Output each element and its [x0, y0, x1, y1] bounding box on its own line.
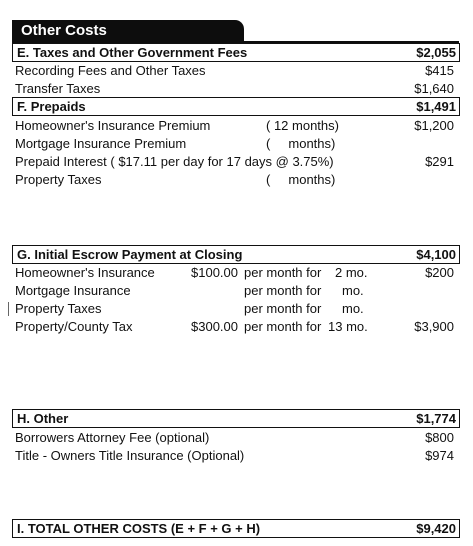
- section-g-header: [12, 245, 460, 264]
- line-item-amount: $974: [425, 448, 454, 463]
- escrow-row: [12, 300, 459, 317]
- escrow-per: per month for: [244, 301, 322, 316]
- line-item-label: Transfer Taxes: [15, 81, 101, 96]
- section-i-title: I. TOTAL OTHER COSTS (E + F + G + H): [17, 521, 261, 536]
- line-item: [12, 171, 459, 188]
- line-item-label: Borrowers Attorney Fee (optional): [15, 430, 210, 445]
- line-item: [12, 80, 459, 97]
- escrow-label: Homeowner's Insurance: [15, 265, 155, 280]
- escrow-per: per month for: [244, 283, 322, 298]
- escrow-row: [12, 282, 459, 299]
- escrow-label: Property Taxes: [15, 301, 102, 316]
- section-i-amount: $9,420: [416, 521, 456, 536]
- escrow-amount: $3,900: [414, 319, 454, 334]
- line-item-detail: ( months): [266, 172, 336, 187]
- escrow-rate: $300.00: [191, 319, 238, 334]
- escrow-months: mo.: [342, 283, 364, 298]
- escrow-months: 13 mo.: [328, 319, 368, 334]
- line-item-amount: $415: [425, 63, 454, 78]
- escrow-months: mo.: [342, 301, 364, 316]
- line-item-label: Title - Owners Title Insurance (Optional): [15, 448, 245, 463]
- section-h-amount: $1,774: [416, 411, 456, 426]
- escrow-months: 2 mo.: [335, 265, 368, 280]
- text-cursor: [8, 302, 9, 316]
- section-e-header: [12, 43, 460, 62]
- line-item-label: Mortgage Insurance Premium: [15, 136, 187, 151]
- section-i-header: [12, 519, 460, 538]
- line-item: [12, 429, 459, 446]
- line-item: [12, 153, 459, 170]
- escrow-per: per month for: [244, 265, 322, 280]
- line-item-amount: $1,640: [414, 81, 454, 96]
- page-title: Other Costs: [12, 20, 244, 42]
- section-g-amount: $4,100: [416, 247, 456, 262]
- escrow-amount: $200: [425, 265, 454, 280]
- line-item-label: Property Taxes: [15, 172, 102, 187]
- line-item-amount: $291: [425, 154, 454, 169]
- line-item: [12, 447, 459, 464]
- line-item: [12, 135, 459, 152]
- section-g-title: G. Initial Escrow Payment at Closing: [17, 247, 243, 262]
- section-f-title: F. Prepaids: [17, 99, 86, 114]
- section-h-title: H. Other: [17, 411, 69, 426]
- line-item-amount: $800: [425, 430, 454, 445]
- line-item: [12, 117, 459, 134]
- section-f-amount: $1,491: [416, 99, 456, 114]
- line-item-label: Prepaid Interest ( $17.11 per day for 17 days @ 3.75%): [15, 154, 334, 169]
- escrow-rate: $100.00: [191, 265, 238, 280]
- section-e-title: E. Taxes and Other Government Fees: [17, 45, 248, 60]
- escrow-row: [12, 318, 459, 335]
- section-f-header: [12, 97, 460, 116]
- escrow-label: Property/County Tax: [15, 319, 133, 334]
- line-item-label: Homeowner's Insurance Premium: [15, 118, 211, 133]
- line-item-detail: ( months): [266, 136, 336, 151]
- line-item-label: Recording Fees and Other Taxes: [15, 63, 206, 78]
- section-e-amount: $2,055: [416, 45, 456, 60]
- line-item-amount: $1,200: [414, 118, 454, 133]
- line-item-detail: ( 12 months): [266, 118, 339, 133]
- escrow-per: per month for: [244, 319, 322, 334]
- line-item: [12, 62, 459, 79]
- section-h-header: [12, 409, 460, 428]
- escrow-label: Mortgage Insurance: [15, 283, 131, 298]
- escrow-row: [12, 264, 459, 281]
